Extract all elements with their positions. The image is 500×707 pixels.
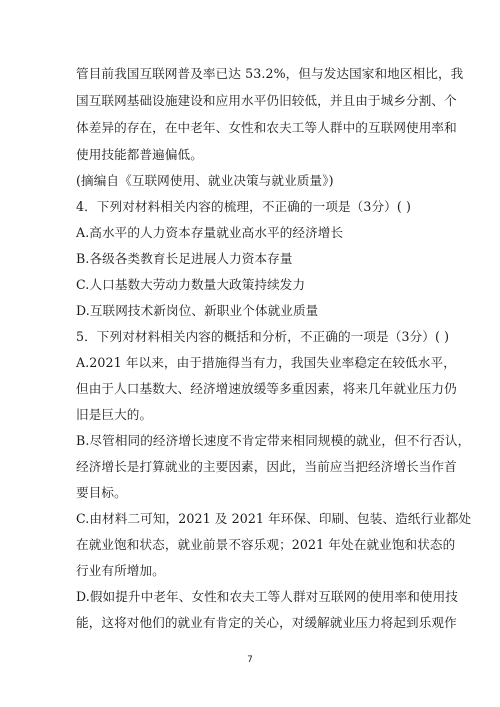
question-4-stem: 4．下列对材料相关内容的梳理，不正确的一项是（3分）( ) (76, 199, 412, 214)
question-4-option-a: A.高水平的人力资本存量就业高水平的经济增长 (76, 225, 344, 240)
text-line-3: 体差异的存在，在中老年、女性和农夫工等人群中的互联网使用率和 (76, 120, 457, 135)
text-line-4: 使用技能都普遍偏低。 (76, 147, 203, 162)
page-number: 7 (247, 655, 253, 665)
question-5-option-a-cont-1: 但由于人口基数大、经济增速放缓等多重因素，将来几年就业压力仍 (76, 381, 457, 396)
text-line-1: 管目前我国互联网普及率已达 53.2%，但与发达国家和地区相比，我 (76, 66, 464, 81)
question-5-option-d-cont-1: 能，这将对他们的就业有肯定的关心，对缓解就业压力将起到乐观作 (76, 615, 457, 630)
question-5-stem: 5．下列对材料相关内容的概括和分析，不正确的一项是（3分）( ) (76, 329, 450, 344)
question-5-option-c-cont-2: 行业有所增加。 (76, 563, 165, 578)
question-5-option-d: D.假如提升中老年、女性和农夫工等人群对互联网的使用率和使用技 (76, 589, 458, 604)
question-4-option-b: B.各级各类教育长足进展人力资本存量 (76, 251, 293, 266)
text-line-2: 国互联网基础设施建设和应用水平仍旧较低，并且由于城乡分割、个 (76, 93, 457, 108)
question-5-option-b-cont-2: 要目标。 (76, 485, 127, 500)
question-5-option-b-cont-1: 经济增长是打算就业的主要因素，因此，当前应当把经济增长当作首 (76, 459, 457, 474)
question-4-option-d: D.互联网技术新岗位、新职业个体就业质量 (76, 303, 319, 318)
question-5-option-a-cont-2: 旧是巨大的。 (76, 407, 153, 422)
source-citation: (摘编自《互联网使用、就业决策与就业质量》) (76, 173, 334, 188)
question-5-option-c: C.由材料二可知，2021 及 2021 年环保、印刷、包装、造纸行业都处 (76, 511, 472, 526)
question-5-option-a: A.2021 年以来，由于措施得当有力，我国失业率稳定在较低水平， (76, 355, 456, 370)
question-4-option-c: C.人口基数大劳动力数量大政策持续发力 (76, 277, 306, 292)
question-5-option-b: B.尽管相同的经济增长速度不肯定带来相同规模的就业，但不行否认， (76, 433, 471, 448)
question-5-option-c-cont-1: 在就业饱和状态，就业前景不容乐观；2021 年处在就业饱和状态的 (76, 537, 456, 552)
